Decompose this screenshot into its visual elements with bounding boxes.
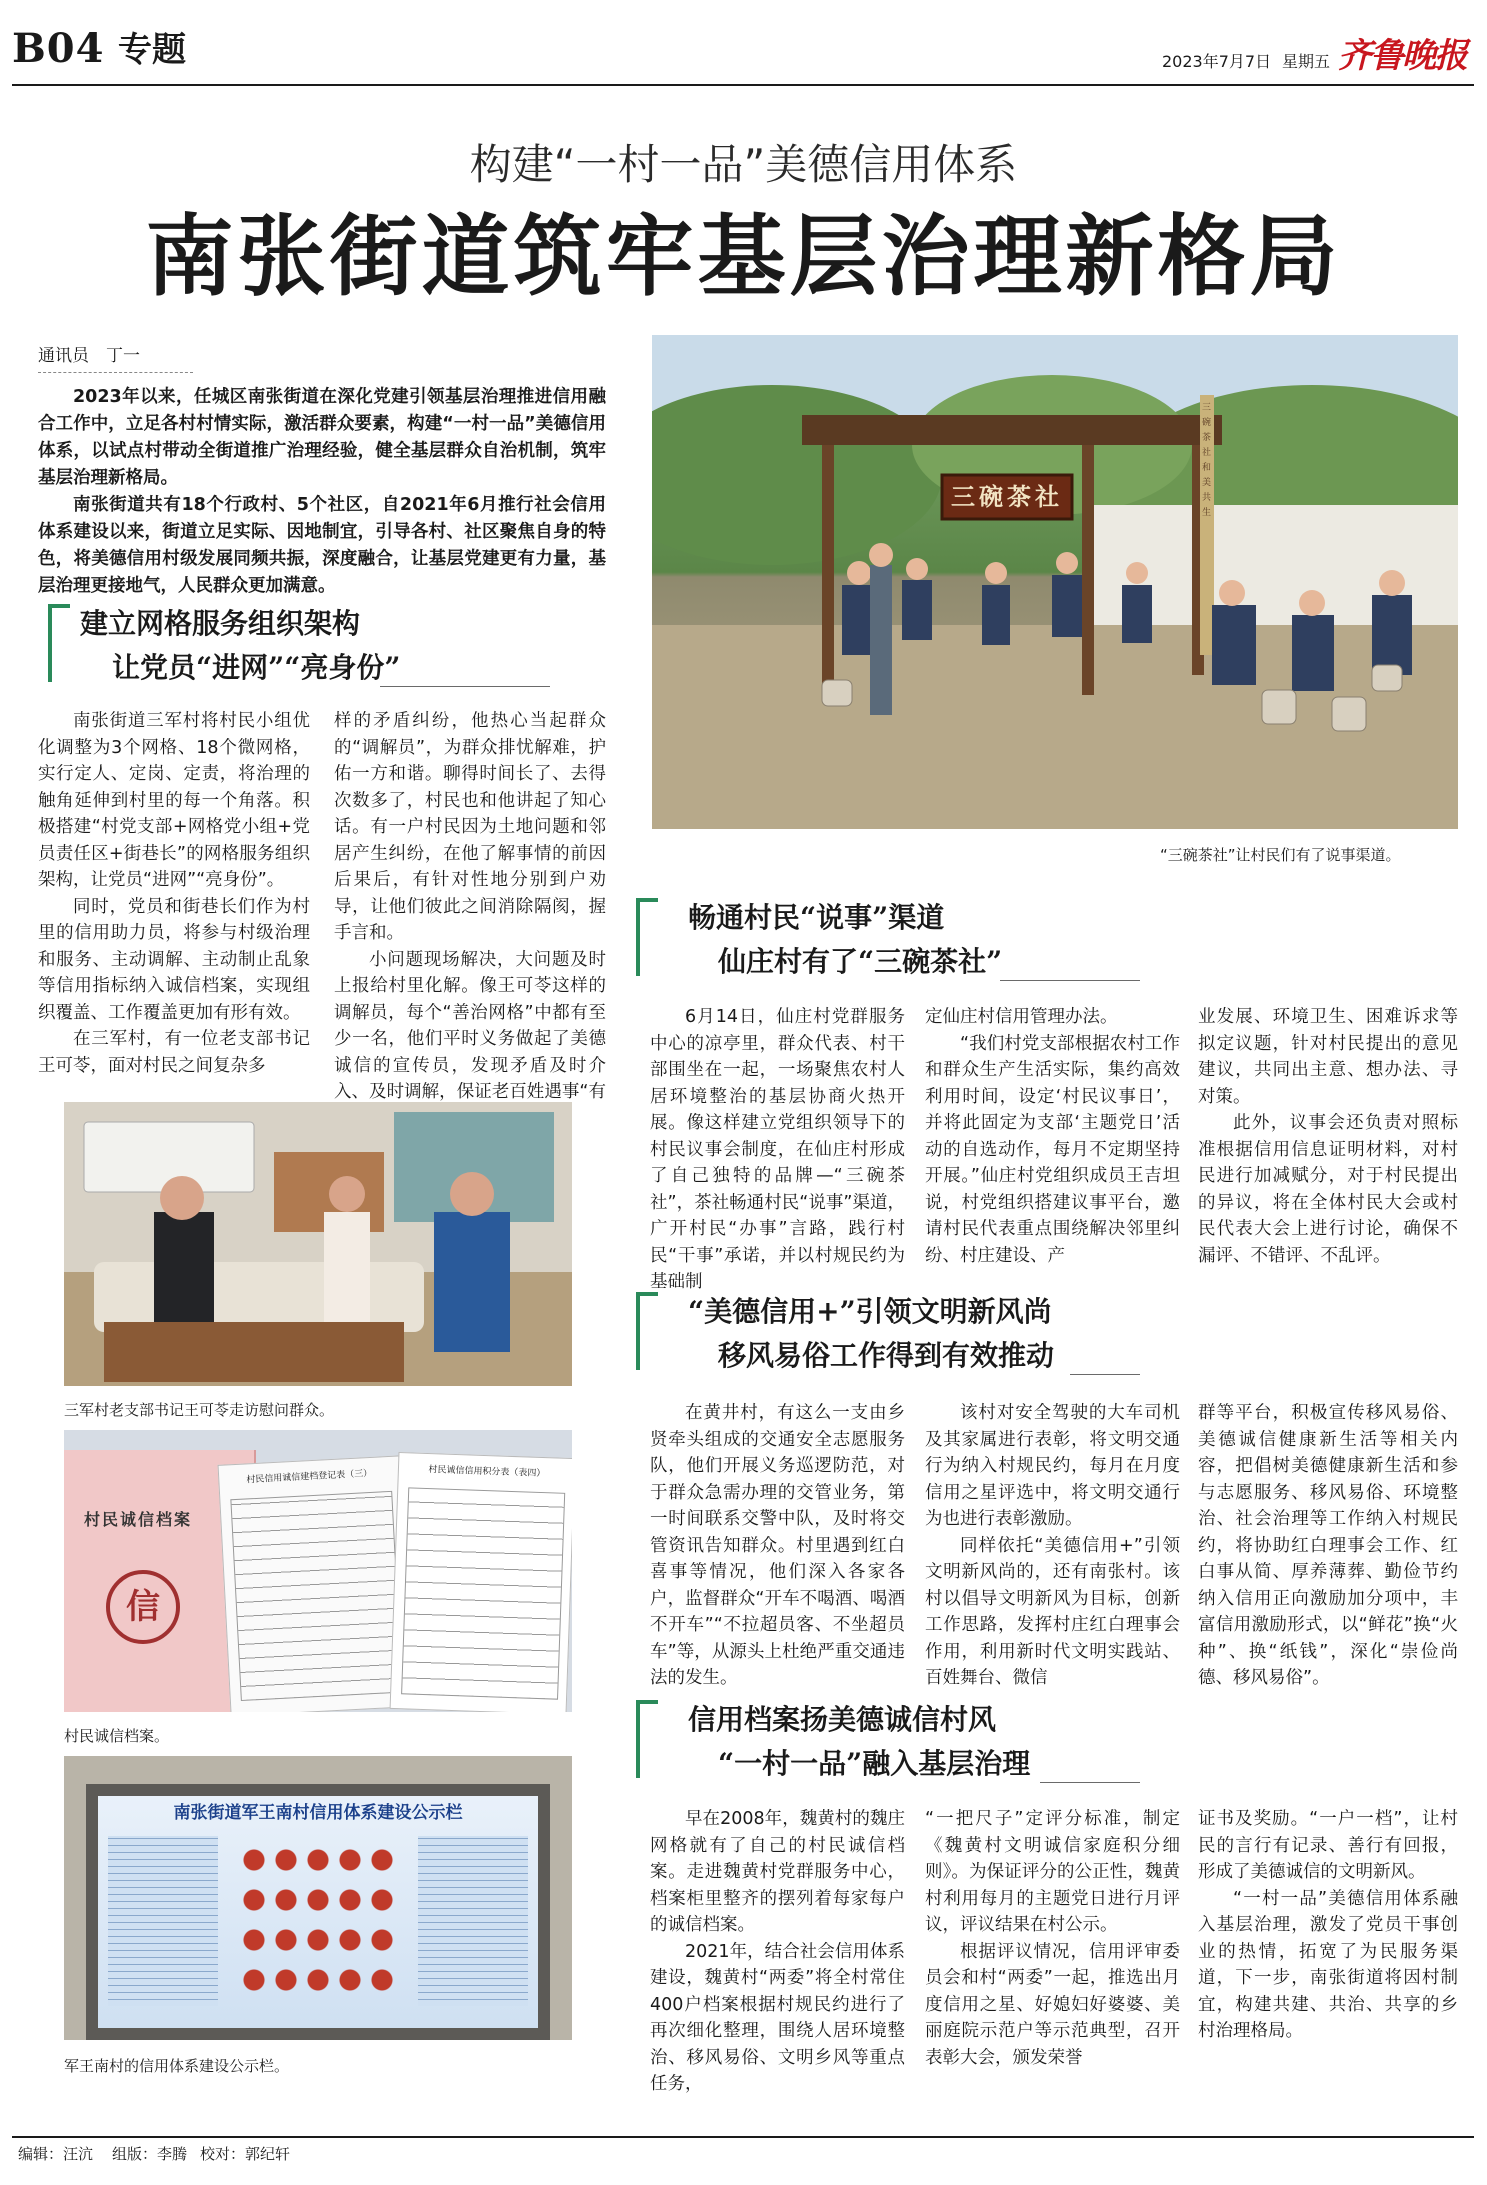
section1-title-line2: 让党员“进网”“亮身份”	[112, 651, 401, 684]
section4-title-line2: “一村一品”融入基层治理	[718, 1747, 1031, 1780]
body-paragraph: 样的矛盾纠纷，他热心当起群众的“调解员”，为群众排忧解难，护佑一方和谐。聊得时间长了、去得次数多了，村民也和他讲起了知心话。有一户村民因为土地问题和邻居产生纠纷，在他了解事情的前因后果后，有针对性地分别到户劝导，让他们彼此之间消除隔阂，握手言和。	[334, 711, 606, 943]
body-paragraph: 根据评议情况，信用评审委员会和村“两委”一起，推选出月度信用之星、好媳妇好婆婆、美丽庭院示范户等示范典型，召开表彰大会，颁发荣誉	[925, 1941, 1180, 2068]
tea-house-pillar-text: 三碗茶社和美共生	[1202, 403, 1212, 518]
visit-photo	[64, 1102, 572, 1386]
page-number: B04	[12, 25, 105, 72]
section3-column1	[650, 1400, 905, 1692]
section-marker	[636, 1292, 640, 1370]
issue-weekday: 星期五	[1282, 52, 1331, 71]
section1-column1	[38, 708, 310, 1079]
issue-date: 2023年7月7日	[1162, 52, 1272, 71]
section2-title-line2: 仙庄村有了“三碗茶社”	[718, 945, 1003, 978]
body-paragraph: 2021年，结合社会信用体系建设，魏黄村“两委”将全村常住400户档案根据村规民约进行了再次细化整理，围绕人居环境整治、移风易俗、文明乡风等重点任务，	[650, 1941, 905, 2094]
credit-seal-icon: 信	[106, 1570, 180, 1644]
board-right-text	[418, 1836, 528, 2006]
body-paragraph: “一把尺子”定评分标准，制定《魏黄村文明诚信家庭积分细则》。为保证评分的公正性，魏黄村利用每月的主题党日进行月评议，评议结果在村公示。	[925, 1809, 1180, 1935]
section3-column3	[1198, 1400, 1458, 1692]
archive-sheet	[390, 1452, 572, 1712]
section3-column2	[925, 1400, 1180, 1692]
section4-column1	[650, 1806, 905, 2098]
body-paragraph: 群等平台，积极宣传移风易俗、美德诚信健康新生活等相关内容，把倡树美德健康新生活和参与志愿服务、移风易俗、环境整治、社会治理等工作纳入村规民约，将协助红白理事会工作、红白事从简、厚养薄葬、勤俭节约纳入信用正向激励加分项中，丰富信用激励形式，以“鲜花”换“火种”、换“纸钱”，深化“崇俭尚德、移风易俗”。	[1198, 1403, 1458, 1688]
body-paragraph: 定仙庄村信用管理办法。	[925, 1007, 1118, 1027]
archive-sheet-grid	[230, 1491, 402, 1701]
lead-paragraph: 南张街道共有18个行政村、5个社区，自2021年6月推行社会信用体系建设以来，街道立足实际、因地制宜，引导各村、社区聚焦自身的特色，将美德信用村级发展同频共振，深度融合，让基层党建更有力量，基层治理更接地气，人民群众更加满意。	[38, 495, 606, 596]
body-paragraph: 业发展、环境卫生、困难诉求等拟定议题，针对村民提出的意见建议，共同出主意、想办法、寻对策。	[1198, 1007, 1458, 1107]
body-paragraph: 早在2008年，魏黄村的魏庄网格就有了自己的村民诚信档案。走进魏黄村党群服务中心，档案柜里整齐的摆列着每家每户的诚信档案。	[650, 1809, 905, 1935]
section4-column2	[925, 1806, 1180, 2071]
archive-photo	[64, 1430, 572, 1712]
footer-layout: 组版：李腾	[112, 2145, 188, 2163]
board-left-text	[108, 1836, 218, 2006]
archive-sheet-grid	[401, 1487, 565, 1699]
section3-title-line1: “美德信用+”引领文明新风尚	[688, 1295, 1052, 1328]
tea-house-photo	[652, 335, 1458, 829]
board-title: 南张街道军王南村信用体系建设公示栏	[173, 1803, 463, 1823]
body-paragraph: 该村对安全驾驶的大车司机及其家属进行表彰，将文明交通行为纳入村规民约，每月在月度信用之星评选中，将文明交通行为也进行表彰激励。	[925, 1403, 1180, 1529]
board-portraits	[238, 1840, 398, 2000]
section4-title-line1: 信用档案扬美德诚信村风	[688, 1703, 997, 1736]
header-rule	[12, 84, 1474, 86]
archive-folder-label: 村民诚信档案	[84, 1510, 193, 1529]
archive-sheet	[218, 1455, 413, 1712]
section1-column2	[334, 708, 606, 1132]
archive-sheet-title: 村民诚信信用积分表（表四）	[428, 1465, 546, 1480]
lead-paragraph: 2023年以来，任城区南张街道在深化党建引领基层治理推进信用融合工作中，立足各村村情实际，激活群众要素，构建“一村一品”美德信用体系，以试点村带动全街道推广治理经验，健全基层群众自治机制，筑牢基层治理新格局。	[38, 387, 606, 488]
section2-column3	[1198, 1004, 1458, 1269]
section2-title-line1: 畅通村民“说事”渠道	[688, 901, 945, 934]
section-marker	[636, 898, 640, 976]
section4-title-rule	[1040, 1782, 1140, 1783]
section2-column2	[925, 1004, 1180, 1269]
tea-house-scene	[652, 335, 1458, 829]
body-paragraph: 证书及奖励。“一户一档”，让村民的言行有记录、善行有回报，形成了美德诚信的文明新风。	[1198, 1809, 1458, 1882]
body-paragraph: 6月14日，仙庄村党群服务中心的凉亭里，群众代表、村干部围坐在一起，一场聚焦农村人居环境整治的基层协商火热开展。像这样建立党组织领导下的村民议事会制度，在仙庄村形成了自己独特的品牌—“三碗茶社”，茶社畅通村民“说事”渠道，广开村民“办事”言路，践行村民“干事”承诺，并以村规民约为基础制	[650, 1007, 905, 1292]
masthead-logo: 齐鲁晚报	[1338, 36, 1466, 76]
section1-title-line1: 建立网格服务组织架构	[80, 607, 361, 640]
tea-house-sign: 三碗茶社	[951, 482, 1063, 511]
visit-caption: 三军村老支部书记王可苓走访慰问群众。	[64, 1401, 335, 1419]
body-paragraph: 在黄井村，有这么一支由乡贤牵头组成的交通安全志愿服务队，他们开展义务巡逻防范，对于群众急需办理的交管业务，第一时间联系交警中队，及时将交管资讯告知群众。村里遇到红白喜事等情况，他们深入各家各户，监督群众“开车不喝酒、喝酒不开车”“不拉超员客、不坐超员车”等，从源头上杜绝严重交通违法的发生。	[650, 1403, 905, 1688]
footer-editor: 编辑：汪沆	[18, 2145, 94, 2163]
board-panel	[98, 1796, 538, 2028]
section2-column1	[650, 1004, 905, 1296]
body-paragraph: 小问题现场解决，大问题及时上报给村里化解。像王可苓这样的调解员，每个“善治网格”中都有至少一名，他们平时义务做起了美德诚信的宣传员，发现矛盾及时介入、及时调解，保证老百姓遇事“有	[334, 949, 606, 1102]
byline-rule	[38, 372, 193, 373]
section-marker	[48, 604, 52, 682]
visit-scene	[64, 1102, 572, 1386]
board-photo	[64, 1756, 572, 2040]
lead-text	[38, 384, 606, 600]
section-name: 专题	[118, 30, 186, 70]
body-paragraph: 在三军村，有一位老支部书记王可苓，面对村民之间复杂多	[38, 1029, 310, 1076]
body-paragraph: “我们村党支部根据农村工作和群众生产生活实际，集约高效利用时间，设定‘村民议事日’，并将此固定为支部‘主题党日’活动的自选动作，每月不定期坚持开展。”仙庄村党组织成员王吉坦说，村党组织搭建议事平台，邀请村民代表重点围绕解决邻里纠纷、村庄建设、产	[925, 1033, 1180, 1266]
headline-kicker: 构建“一村一品”美德信用体系	[469, 140, 1018, 189]
headline-title: 南张街道筑牢基层治理新格局	[145, 204, 1342, 308]
byline: 通讯员 丁一	[38, 346, 140, 366]
body-paragraph: 南张街道三军村将村民小组优化调整为3个网格、18个微网格，实行定人、定岗、定责，将治理的触角延伸到村里的每一个角落。积极搭建“村党支部+网格党小组+党员责任区+街巷长”的网格服务组织架构，让党员“进网”“亮身份”。	[38, 711, 310, 890]
section4-column3	[1198, 1806, 1458, 2045]
section3-title-line2: 移风易俗工作得到有效推动	[718, 1339, 1055, 1372]
section2-title-rule	[1000, 980, 1140, 981]
section3-title-rule	[1070, 1374, 1140, 1375]
section1-title-rule	[380, 686, 550, 687]
board-caption: 军王南村的信用体系建设公示栏。	[64, 2057, 290, 2075]
footer-proof: 校对：郭纪轩	[200, 2145, 291, 2163]
body-paragraph: 同时，党员和街巷长们作为村里的信用助力员，将参与村级治理和服务、主动调解、主动制止乱象等信用指标纳入诚信档案，实现组织覆盖、工作覆盖更加有形有效。	[38, 896, 310, 1023]
archive-caption: 村民诚信档案。	[64, 1727, 170, 1745]
section-marker	[636, 1700, 640, 1778]
tea-house-caption: “三碗茶社”让村民们有了说事渠道。	[1160, 846, 1401, 864]
body-paragraph: “一村一品”美德信用体系融入基层治理，激发了党员干事创业的热情，拓宽了为民服务渠道，下一步，南张街道将因村制宜，构建共建、共治、共享的乡村治理格局。	[1198, 1888, 1458, 2041]
footer-rule	[12, 2136, 1474, 2138]
archive-sheet-title: 村民信用诚信建档登记表（三）	[246, 1468, 373, 1486]
body-paragraph: 同样依托“美德信用+”引领文明新风尚的，还有南张村。该村以倡导文明新风为目标，创新工作思路，发挥村庄红白理事会作用，利用新时代文明实践站、百姓舞台、微信	[925, 1535, 1180, 1688]
body-paragraph: 此外，议事会还负责对照标准根据信用信息证明材料，对村民进行加减赋分，对于村民提出的异议，将在全体村民大会或村民代表大会上进行讨论，确保不漏评、不错评、不乱评。	[1198, 1113, 1458, 1266]
